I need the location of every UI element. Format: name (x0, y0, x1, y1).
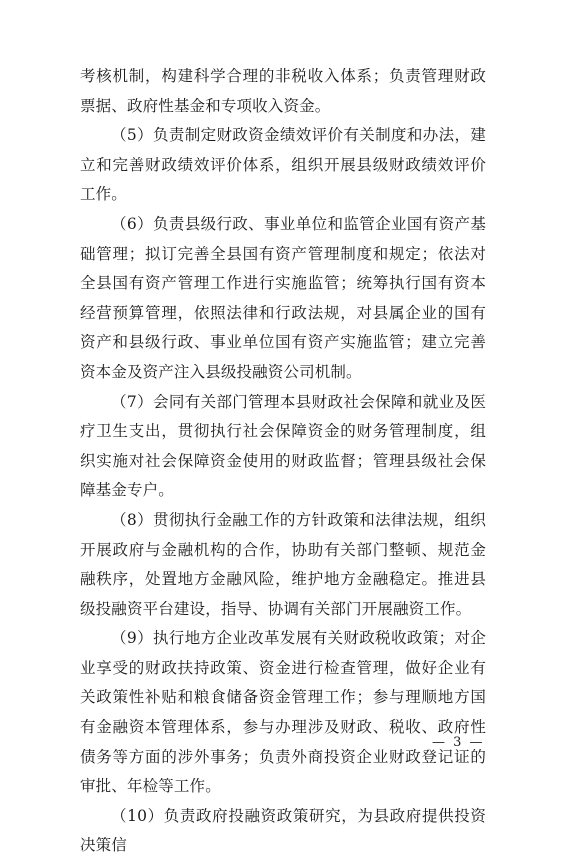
page-number: — 3 — (432, 735, 485, 750)
paragraph-item-7: （7）会同有关部门管理本县财政社会保障和就业及医疗卫生支出，贯彻执行社会保障资金的财务管理制度，组织实施对社会保障资金使用的财政监督；管理县级社会保障基金专户。 (80, 392, 486, 500)
paragraph-item-10: （10）负责政府投融资政策研究，为县政府提供投资决策信 (80, 806, 486, 855)
paragraph-item-5: （5）负责制定财政资金绩效评价有关制度和办法，建立和完善财政绩效评价体系，组织开展县级财政绩效评价工作。 (80, 126, 486, 204)
paragraph-item-8: （8）贯彻执行金融工作的方针政策和法律法规，组织开展政府与金融机构的合作，协助有关部门整顿、规范金融秩序，处置地方金融风险，维护地方金融稳定。推进县级投融资平台建设，指导、协调有关部门开展融资工作。 (80, 510, 486, 618)
document-page (80, 62, 486, 861)
paragraph-item-9: （9）执行地方企业改革发展有关财政税收政策；对企业享受的财政扶持政策、资金进行检查管理，做好企业有关政策性补贴和粮食储备资金管理工作；参与理顺地方国有金融资本管理体系，参与办理涉及财政、税收、政府性债务等方面的涉外事务；负责外商投资企业财政登记证的审批、年检等工作。 (80, 629, 486, 796)
paragraph-continuation: 考核机制，构建科学合理的非税收入体系；负责管理财政票据、政府性基金和专项收入资金。 (80, 67, 486, 115)
paragraph-item-6: （6）负责县级行政、事业单位和监管企业国有资产基础管理；拟订完善全县国有资产管理制度和规定；依法对全县国有资产管理工作进行实施监管；统筹执行国有资本经营预算管理，依照法律和行政法规，对县属企业的国有资产和县级行政、事业单位国有资产实施监管；建立完善资本金及资产注入县级投融资公司机制。 (80, 214, 486, 381)
